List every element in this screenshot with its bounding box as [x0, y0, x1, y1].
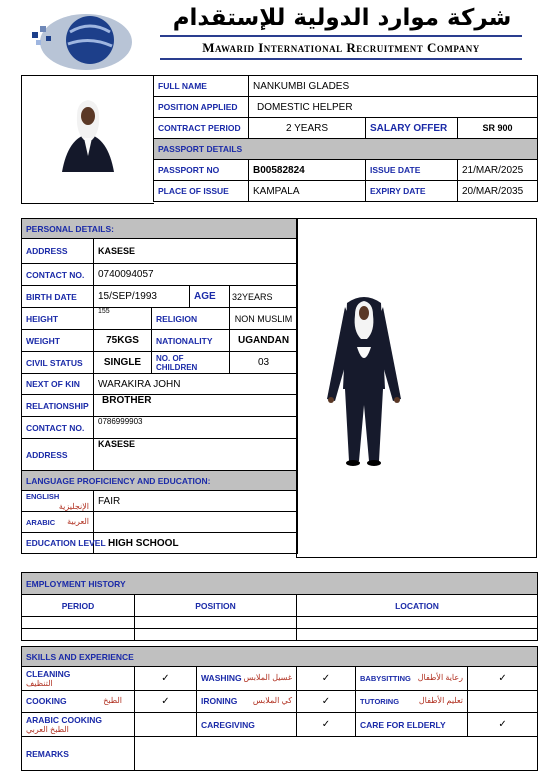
arabic-cooking-check: [135, 713, 197, 737]
place-of-issue-label: PLACE OF ISSUE: [154, 181, 249, 202]
place-of-issue-value: KAMPALA: [249, 181, 366, 202]
address-value: KASESE: [94, 239, 298, 264]
babysitting-arabic: رعاية الأطفال: [417, 673, 463, 682]
kin-contact-label: CONTACT NO.: [22, 417, 94, 439]
cooking-label: COOKING: [26, 696, 67, 706]
nationality-label: NATIONALITY: [152, 330, 230, 352]
language-section-header: LANGUAGE PROFICIENCY AND EDUCATION:: [22, 471, 298, 491]
address-label: ADDRESS: [22, 239, 94, 264]
position-value: DOMESTIC HELPER: [249, 97, 538, 118]
height-label: HEIGHT: [22, 308, 94, 330]
english-value: FAIR: [94, 491, 298, 512]
salary-label: SALARY OFFER: [366, 118, 458, 139]
arabic-cooking-arabic: الطبخ العربي: [26, 724, 69, 734]
arabic-cooking-label: ARABIC COOKING: [26, 714, 103, 725]
employment-row: [22, 617, 135, 629]
arabic-label: ARABIC: [26, 517, 56, 527]
expiry-date-value: 20/MAR/2035: [458, 181, 538, 202]
salary-value: SR 900: [458, 118, 538, 139]
position-header: POSITION: [135, 595, 297, 617]
next-of-kin-value: WARAKIRA JOHN: [94, 374, 298, 395]
tutoring-arabic: تعليم الأطفال: [418, 696, 463, 705]
contact-value: 0740094057: [94, 264, 298, 286]
cleaning-label: CLEANING: [26, 668, 71, 679]
skills-table: [21, 646, 538, 771]
employment-row: [22, 629, 135, 641]
cooking-check: ✓: [135, 691, 197, 713]
ironing-check: ✓: [297, 691, 356, 713]
english-arabic: الإنجليزية: [58, 502, 89, 511]
location-header: LOCATION: [297, 595, 538, 617]
birth-date-label: BIRTH DATE: [22, 286, 94, 308]
birth-date-value: 15/SEP/1993: [94, 286, 190, 308]
religion-label: RELIGION: [152, 308, 230, 330]
applicant-full-body-photo: [297, 219, 536, 557]
passport-no-label: PASSPORT NO: [154, 160, 249, 181]
top-details-table: [153, 75, 538, 202]
caregiving-check: ✓: [297, 713, 356, 737]
skills-section-header: SKILLS AND EXPERIENCE: [22, 647, 538, 667]
washing-arabic: غسيل الملابس: [243, 673, 292, 682]
kin-address-value: KASESE: [94, 439, 298, 471]
children-value: 03: [230, 352, 298, 374]
header-rule-bottom: [160, 58, 522, 60]
caregiving-label: CAREGIVING: [197, 713, 297, 737]
expiry-date-label: EXPIRY DATE: [366, 181, 458, 202]
personal-details-table: [21, 218, 298, 554]
ironing-arabic: كي الملابس: [252, 696, 292, 705]
babysitting-label: BABYSITTING: [360, 674, 411, 683]
employment-row: [297, 617, 538, 629]
washing-label: WASHING: [201, 673, 242, 683]
english-label: ENGLISH: [26, 492, 60, 501]
employment-history-table: [21, 572, 538, 641]
tutoring-cell: [356, 691, 468, 713]
ironing-cell: [197, 691, 297, 713]
arabic-arabic: العربية: [67, 516, 89, 526]
photo-frame-full: [296, 218, 537, 558]
education-label: EDUCATION LEVEL: [22, 533, 94, 554]
english-label-cell: [22, 491, 94, 512]
company-name-english: Mawarid International Recruitment Company: [202, 40, 480, 55]
civil-status-label: CIVIL STATUS: [22, 352, 94, 374]
position-label: POSITION APPLIED: [154, 97, 249, 118]
contact-label: CONTACT NO.: [22, 264, 94, 286]
company-name-arabic: شركة موارد الدولية للإستقدام: [172, 5, 512, 31]
elderly-care-check: ✓: [468, 713, 538, 737]
kin-address-label: ADDRESS: [22, 439, 94, 471]
weight-value: 75KGS: [94, 330, 152, 352]
cleaning-check: ✓: [135, 667, 197, 691]
applicant-headshot: [22, 76, 154, 203]
passport-section-header: PASSPORT DETAILS: [154, 139, 538, 160]
relationship-value: BROTHER: [94, 395, 298, 417]
issue-date-value: 21/MAR/2025: [458, 160, 538, 181]
arabic-label-cell: [22, 512, 94, 533]
cleaning-arabic: التنظيف: [26, 678, 53, 688]
issue-date-label: ISSUE DATE: [366, 160, 458, 181]
age-label: AGE: [190, 286, 230, 308]
weight-label: WEIGHT: [22, 330, 94, 352]
ironing-label: IRONING: [201, 696, 238, 706]
height-value: 155: [94, 308, 152, 330]
babysitting-cell: [356, 667, 468, 691]
washing-check: ✓: [297, 667, 356, 691]
company-logo: [24, 6, 136, 72]
employment-row: [297, 629, 538, 641]
employment-section-header: EMPLOYMENT HISTORY: [22, 573, 538, 595]
remarks-label: REMARKS: [22, 737, 135, 771]
education-value: HIGH SCHOOL: [94, 533, 298, 554]
children-label: NO. OF CHILDREN: [152, 352, 230, 374]
header-rule-top: [160, 35, 522, 37]
arabic-value: [94, 512, 298, 533]
tutoring-label: TUTORING: [360, 697, 400, 706]
remarks-value: [135, 737, 538, 771]
contract-value: 2 YEARS: [249, 118, 366, 139]
full-name-label: FULL NAME: [154, 76, 249, 97]
personal-section-header: PERSONAL DETAILS:: [22, 219, 298, 239]
cooking-arabic: الطبخ: [103, 696, 122, 705]
babysitting-check: ✓: [468, 667, 538, 691]
tutoring-check: [468, 691, 538, 713]
next-of-kin-label: NEXT OF KIN: [22, 374, 94, 395]
cooking-cell: [22, 691, 135, 713]
nationality-value: UGANDAN: [230, 330, 298, 352]
cleaning-cell: [22, 667, 135, 691]
relationship-label: RELATIONSHIP: [22, 395, 94, 417]
arabic-cooking-cell: [22, 713, 135, 737]
full-name-value: NANKUMBI GLADES: [249, 76, 538, 97]
employment-row: [135, 617, 297, 629]
passport-no-value: B00582824: [249, 160, 366, 181]
photo-frame-top: [21, 75, 154, 204]
employment-row: [135, 629, 297, 641]
age-value: 32YEARS: [230, 286, 298, 308]
period-header: PERIOD: [22, 595, 135, 617]
elderly-care-label: CARE FOR ELDERLY: [356, 713, 468, 737]
kin-contact-value: 0786999903: [94, 417, 298, 439]
contract-label: CONTRACT PERIOD: [154, 118, 249, 139]
religion-value: NON MUSLIM: [230, 308, 298, 330]
civil-status-value: SINGLE: [94, 352, 152, 374]
washing-cell: [197, 667, 297, 691]
